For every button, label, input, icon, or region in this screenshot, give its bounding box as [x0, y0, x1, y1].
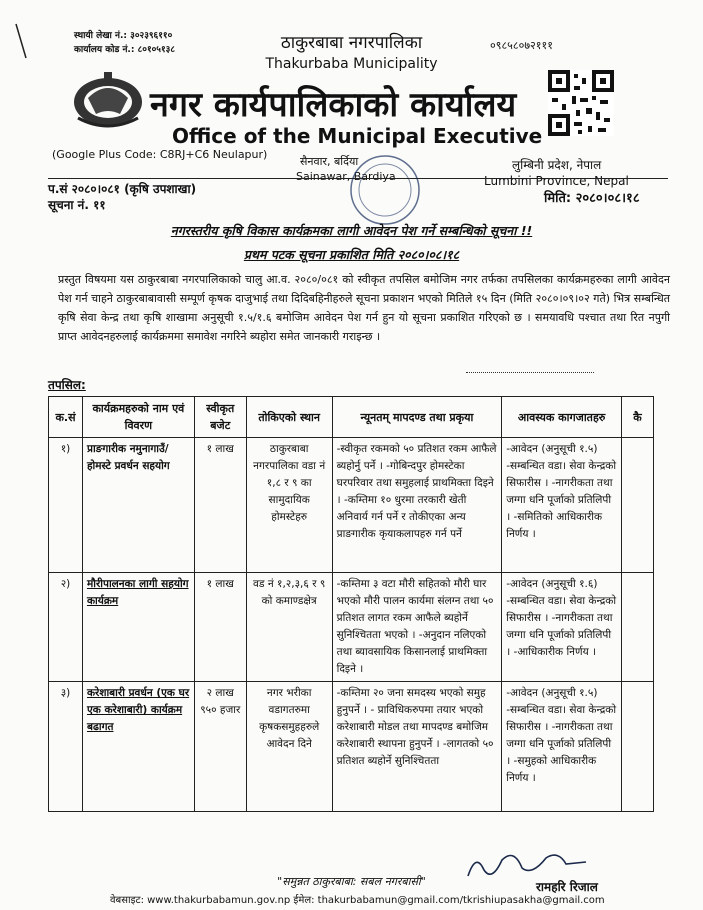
- footer-contact: वेबसाइट: www.thakurbabamun.gov.np ईमेल: thakurbabamun@gmail.com/tkrishiupasakha@gmail.com: [110, 895, 605, 906]
- row-location: नगर भरीका वडागतरुमा कृषकसमुहहरुले आवेदन दिने: [246, 682, 332, 812]
- notice-subject: नगरस्तरीय कृषि विकास कार्यक्रमका लागी आवेदन पेश गर्ने सम्बन्धिको सूचना !!: [170, 223, 533, 238]
- row-remarks: [622, 438, 654, 573]
- first-published-date: प्रथम पटक सूचना प्रकाशित मिति २०८०।०८।१८: [243, 247, 460, 262]
- table-row: [49, 682, 654, 812]
- nepal-emblem-icon: [68, 68, 148, 130]
- row-budget: २ लाख ९५० हजार: [194, 682, 246, 812]
- col-header-budget: स्वीकृत बजेट: [194, 397, 246, 438]
- address-np: सैनवार, बर्दिया: [300, 155, 359, 168]
- office-code: कार्यालय कोड नं.: ८०१०५१३८: [74, 45, 176, 55]
- reference-number: प.सं २०८०।०८१ (कृषि उपशाखा): [48, 182, 197, 196]
- col-header-remarks: कै: [622, 397, 654, 438]
- table-row: [49, 573, 654, 682]
- municipality-name-np: ठाकुरबाबा नगरपालिका: [280, 33, 423, 53]
- col-header-program: कार्यक्रमहरुको नाम एवं विवरण: [82, 397, 194, 438]
- signatory-name: रामहरि रिजाल: [536, 880, 598, 894]
- row-documents: -आवेदन (अनुसूची १.६) -सम्बन्धित वडा। सेवा केन्द्रको सिफारीस । -नागरीकता तथा जग्गा धनि पूर्जाको प्रतिलिपी । -आधिकारीक निर्णय ।: [502, 573, 622, 682]
- footer-slogan: "समुन्नत ठाकुरबाबा: सबल नगरबासी": [277, 875, 426, 888]
- row-program: मौरीपालनका लागी सहयोग कार्यक्रम: [82, 573, 194, 682]
- table-row: [49, 438, 654, 573]
- row-budget: १ लाख: [194, 438, 246, 573]
- details-label: तपसिल:: [48, 378, 86, 392]
- col-header-documents: आवस्यक कागजातहरु: [502, 397, 622, 438]
- row-documents: -आवेदन (अनुसूची १.५) -सम्बन्धित वडा। सेवा केन्द्रको सिफारीस । -नागरीकता तथा जग्गा धनि पूर्जाको प्रतिलिपी । -समुहको आधिकारीक निर्णय ।: [502, 682, 622, 812]
- address-en: Sainawar, Bardiya: [296, 170, 396, 183]
- row-sn: १): [49, 438, 83, 573]
- table-header-row: [49, 397, 654, 438]
- row-criteria: -कम्तिमा ३ वटा मौरी सहितको मौरी घार भएको मौरी पालन कार्यमा संलग्न तथा ५० प्रतिशत लागत रकम आफैले ब्यहोर्ने सुनिश्चितता भएको । -अनुदान नलिएको तथा ब्यावसायिक किसानलाई प्राथमिक्ता दिइने ।: [332, 573, 502, 682]
- row-criteria: -स्वीकृत रकमको ५० प्रतिशत रकम आफैले ब्यहोर्नु पर्ने । -गोबिन्दपुर होमस्टेका घरपरिवार तथा समुहलाई प्राथमिक्ता दिइने । -कम्तिमा १० धुरमा तरकारी खेती अनिवार्य गर्न पर्ने र तोकीएका अन्य प्राङगारीक कृयाकलापहरु गर्न पर्ने: [332, 438, 502, 573]
- province-np: लुम्बिनी प्रदेश, नेपाल: [512, 158, 602, 172]
- row-program: करेशाबारी प्रवर्धन (एक घर एक करेशाबारी) कार्यक्रम बढागत: [82, 682, 194, 812]
- office-stamp-icon: [345, 150, 425, 230]
- qr-code-icon: [548, 70, 614, 136]
- row-documents: -आवेदन (अनुसूची १.५) -सम्बन्धित वडा। सेवा केन्द्रको सिफारीस । -नागरीकता तथा जग्गा धनि पूर्जाको प्रतिलिपी । -समितिको आधिकारीक निर्णय ।: [502, 438, 622, 573]
- col-header-sn: क.सं: [49, 397, 83, 438]
- notice-date: मिति: २०८०।०८।१८: [544, 191, 640, 206]
- col-header-location: तोकिएको स्थान: [246, 397, 332, 438]
- row-location: वड नं १,२,३,६ र ९ को कमाण्डक्षेत्र: [246, 573, 332, 682]
- row-location: ठाकुरबाबा नगरपालिका वडा नं १,८ र ९ का सामुदायिक होमस्टेहरु: [246, 438, 332, 573]
- row-remarks: [622, 573, 654, 682]
- row-sn: २): [49, 573, 83, 682]
- notice-number: सूचना नं. ११: [48, 198, 106, 212]
- google-plus-code: (Google Plus Code: C8RJ+C6 Neulapur): [52, 148, 268, 161]
- row-budget: १ लाख: [194, 573, 246, 682]
- row-sn: ३): [49, 682, 83, 812]
- dotted-line: [466, 372, 594, 373]
- notice-body: प्रस्तुत विषयमा यस ठाकुरबाबा नगरपालिकाको चालु आ.व. २०८०/०८१ को स्वीकृत तपसिल बमोजिम नगर तर्फका तपसिलका कार्यक्रमहरुका लागी आवेदन पेश गर्न चाहने ठाकुरबाबावासी सम्पूर्ण कृषक दाजुभाई तथा दिदिबहिनीहरुले सूचना प्रकाशन भएको मितिले १५ दिन (मिति २०८०।०९।०२ गते) भित्र सम्बन्धित कृषि सेवा केन्द्र तथा कृषि शाखामा अनुसूची १.५/१.६ बमोजिम आवेदन पेश गर्न हुन यो सूचना प्रकाशित गरिएको छ । समयावधि पश्चात तथा रित नपुगी प्राप्त आवेदनहरुलाई कार्यक्रममा समावेश नगरिने ब्यहोरा समेत जानकारी गराइन्छ ।: [58, 273, 670, 343]
- row-criteria: -कम्तिमा २० जना समदस्य भएको समुह हुनुपर्ने । - प्राविधिकरुपमा तयार भएको करेशाबारी मोडल तथा मापदण्ड बमोजिम करेशाबारी स्थापना हुनुपर्ने । -लागतको ५० प्रतिशत ब्यहोर्ने सुनिश्चितता: [332, 682, 502, 812]
- province-en: Lumbini Province, Nepal: [484, 174, 629, 188]
- row-program: प्राङगारीक नमुनागाउँ/होमस्टे प्रवर्धन सहयोग: [82, 438, 194, 573]
- municipality-name-en: Thakurbaba Municipality: [265, 56, 438, 72]
- row-remarks: [622, 682, 654, 812]
- programs-table: [48, 396, 654, 812]
- header-divider: [48, 178, 668, 179]
- phone-number: ०९८५८०७२१११: [490, 39, 553, 52]
- col-header-criteria: न्यूनतम् मापदण्ड तथा प्रकृया: [332, 397, 502, 438]
- permanent-account-number: स्थायी लेखा नं.: ३०२३९६११०: [74, 31, 173, 41]
- office-title-np: नगर कार्यपालिकाको कार्यालय: [150, 85, 517, 125]
- office-title-en: Office of the Municipal Executive: [172, 124, 543, 148]
